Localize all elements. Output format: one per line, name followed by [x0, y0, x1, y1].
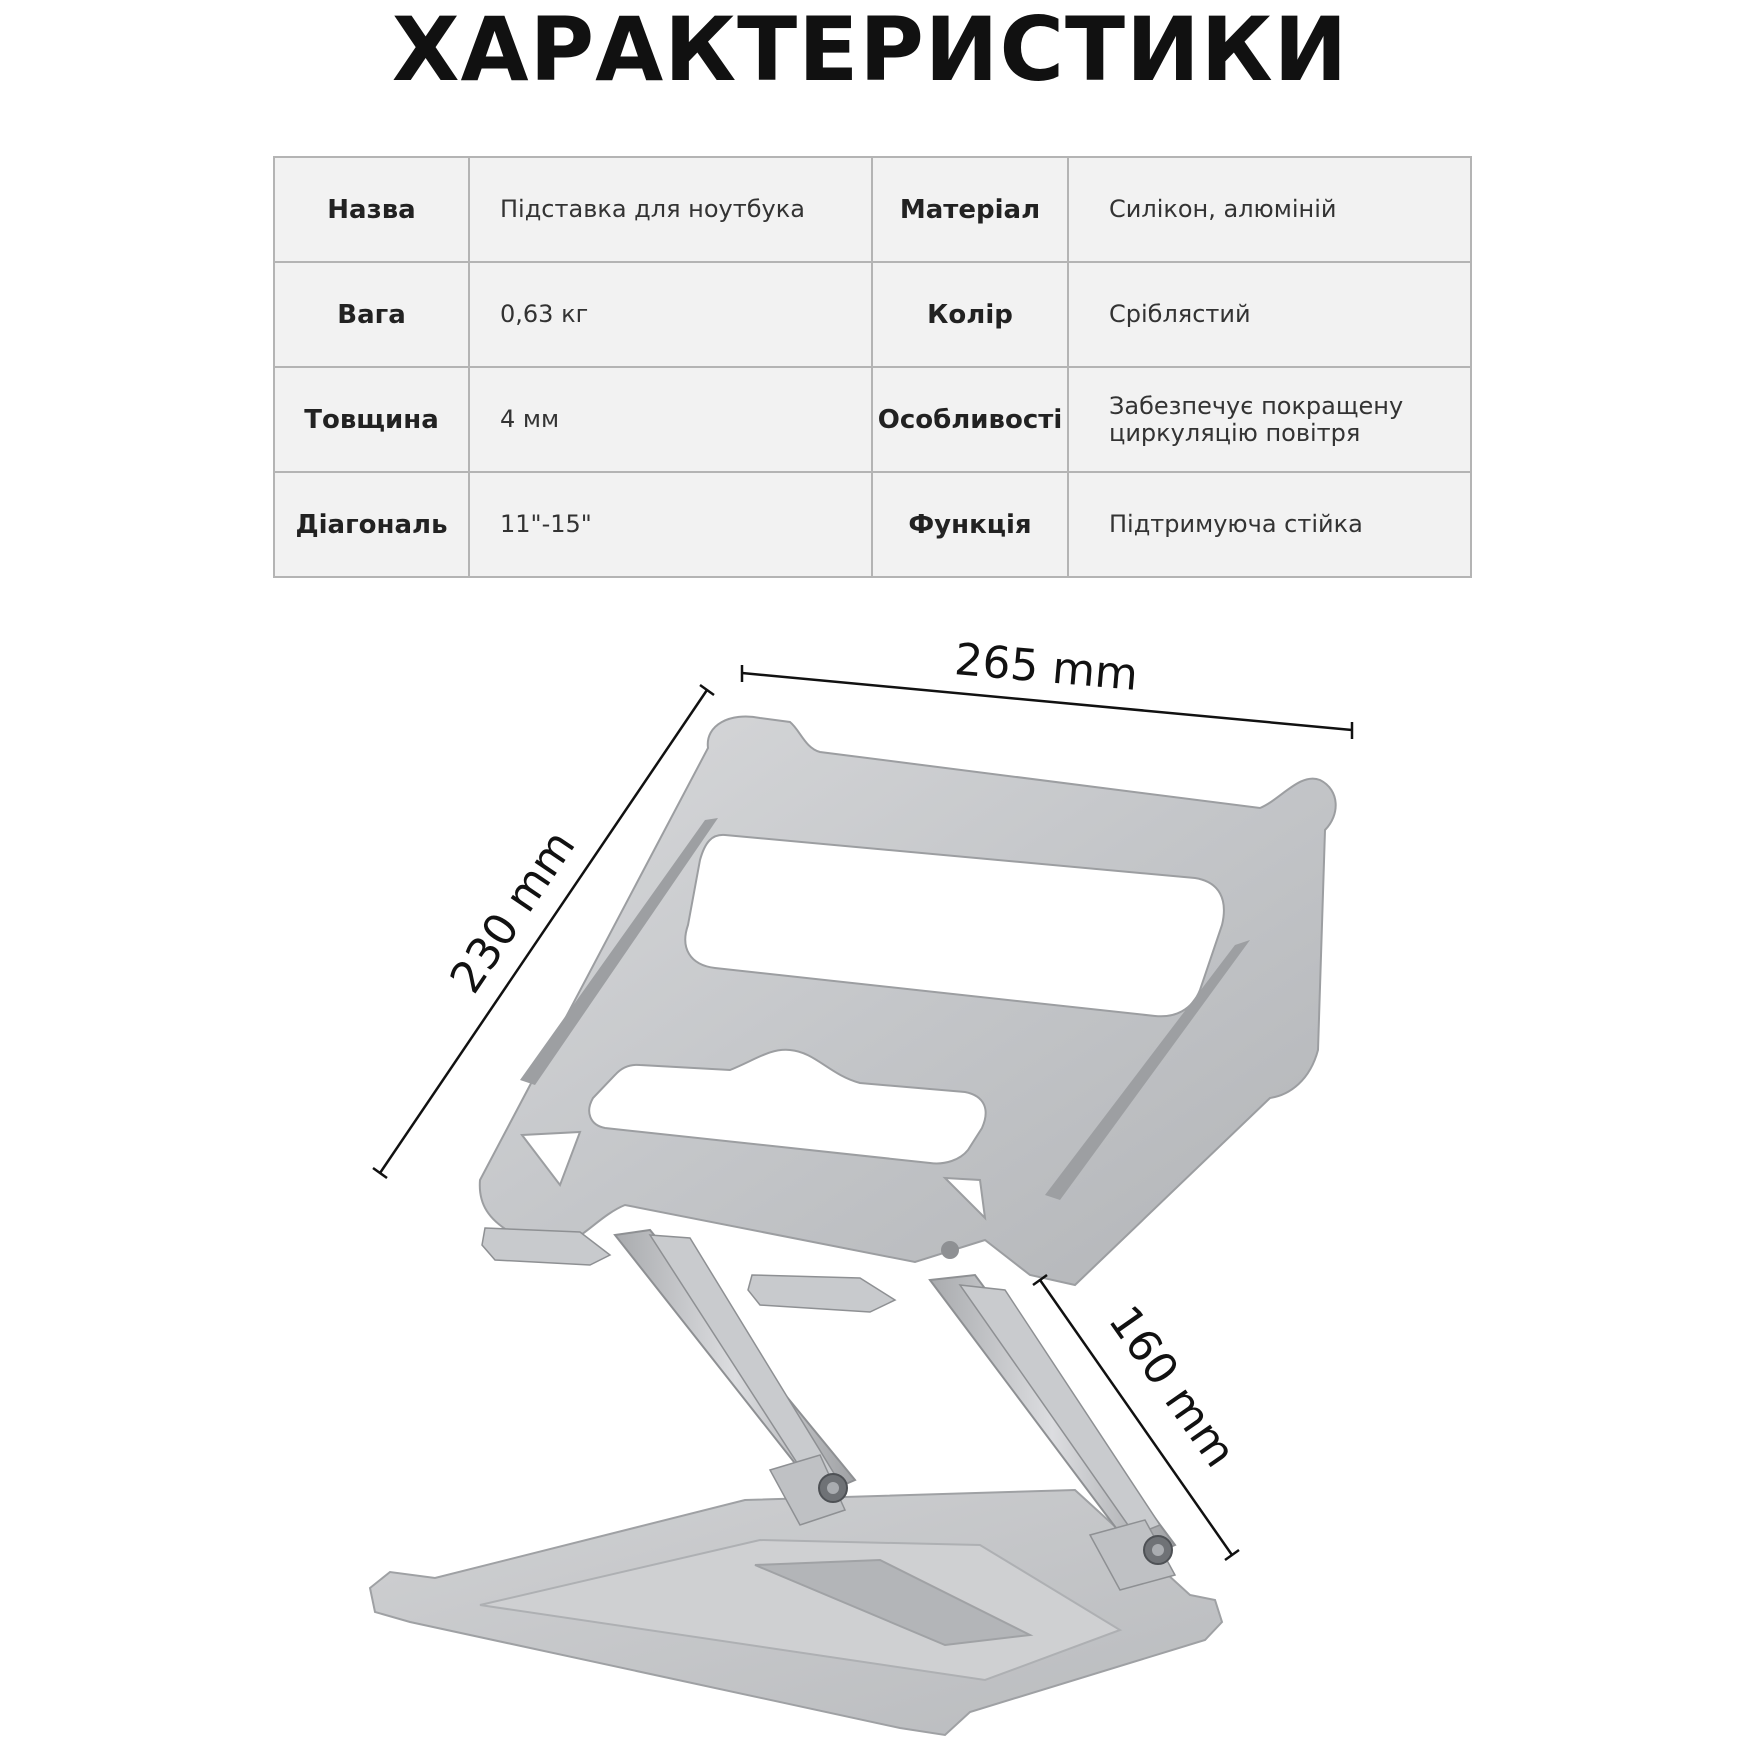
spec-name-label: Назва [274, 157, 469, 262]
table-row [274, 472, 1471, 577]
spec-weight-value: 0,63 кг [469, 262, 872, 367]
spec-name-value: Підставка для ноутбука [469, 157, 872, 262]
specs-table [273, 156, 1472, 578]
spec-weight-label: Вага [274, 262, 469, 367]
spec-diagonal-value: 11"-15" [469, 472, 872, 577]
spec-color-label: Колір [872, 262, 1068, 367]
spec-function-value: Підтримуюча стійка [1068, 472, 1471, 577]
spec-color-value: Сріблястий [1068, 262, 1471, 367]
laptop-stand-illustration [0, 600, 1740, 1740]
spec-features-label: Особливості [872, 367, 1068, 472]
dimension-width [742, 634, 1352, 739]
spec-material-value: Силікон, алюміній [1068, 157, 1471, 262]
spec-material-label: Матеріал [872, 157, 1068, 262]
page-title: ХАРАКТЕРИСТИКИ [391, 0, 1349, 101]
table-row [274, 262, 1471, 367]
dimension-depth-label: 230 mm [440, 821, 586, 1003]
spec-thickness-value: 4 мм [469, 367, 872, 472]
table-row [274, 157, 1471, 262]
stand-base [370, 1490, 1222, 1735]
spec-function-label: Функція [872, 472, 1068, 577]
dimension-width-label: 265 mm [952, 634, 1140, 701]
spec-thickness-label: Товщина [274, 367, 469, 472]
stand-top-plate [480, 717, 1336, 1312]
spec-diagonal-label: Діагональ [274, 472, 469, 577]
spec-features-value: Забезпечує покращену циркуляцію повітря [1068, 367, 1471, 472]
dimension-height-label: 160 mm [1098, 1296, 1246, 1477]
table-row [274, 367, 1471, 472]
